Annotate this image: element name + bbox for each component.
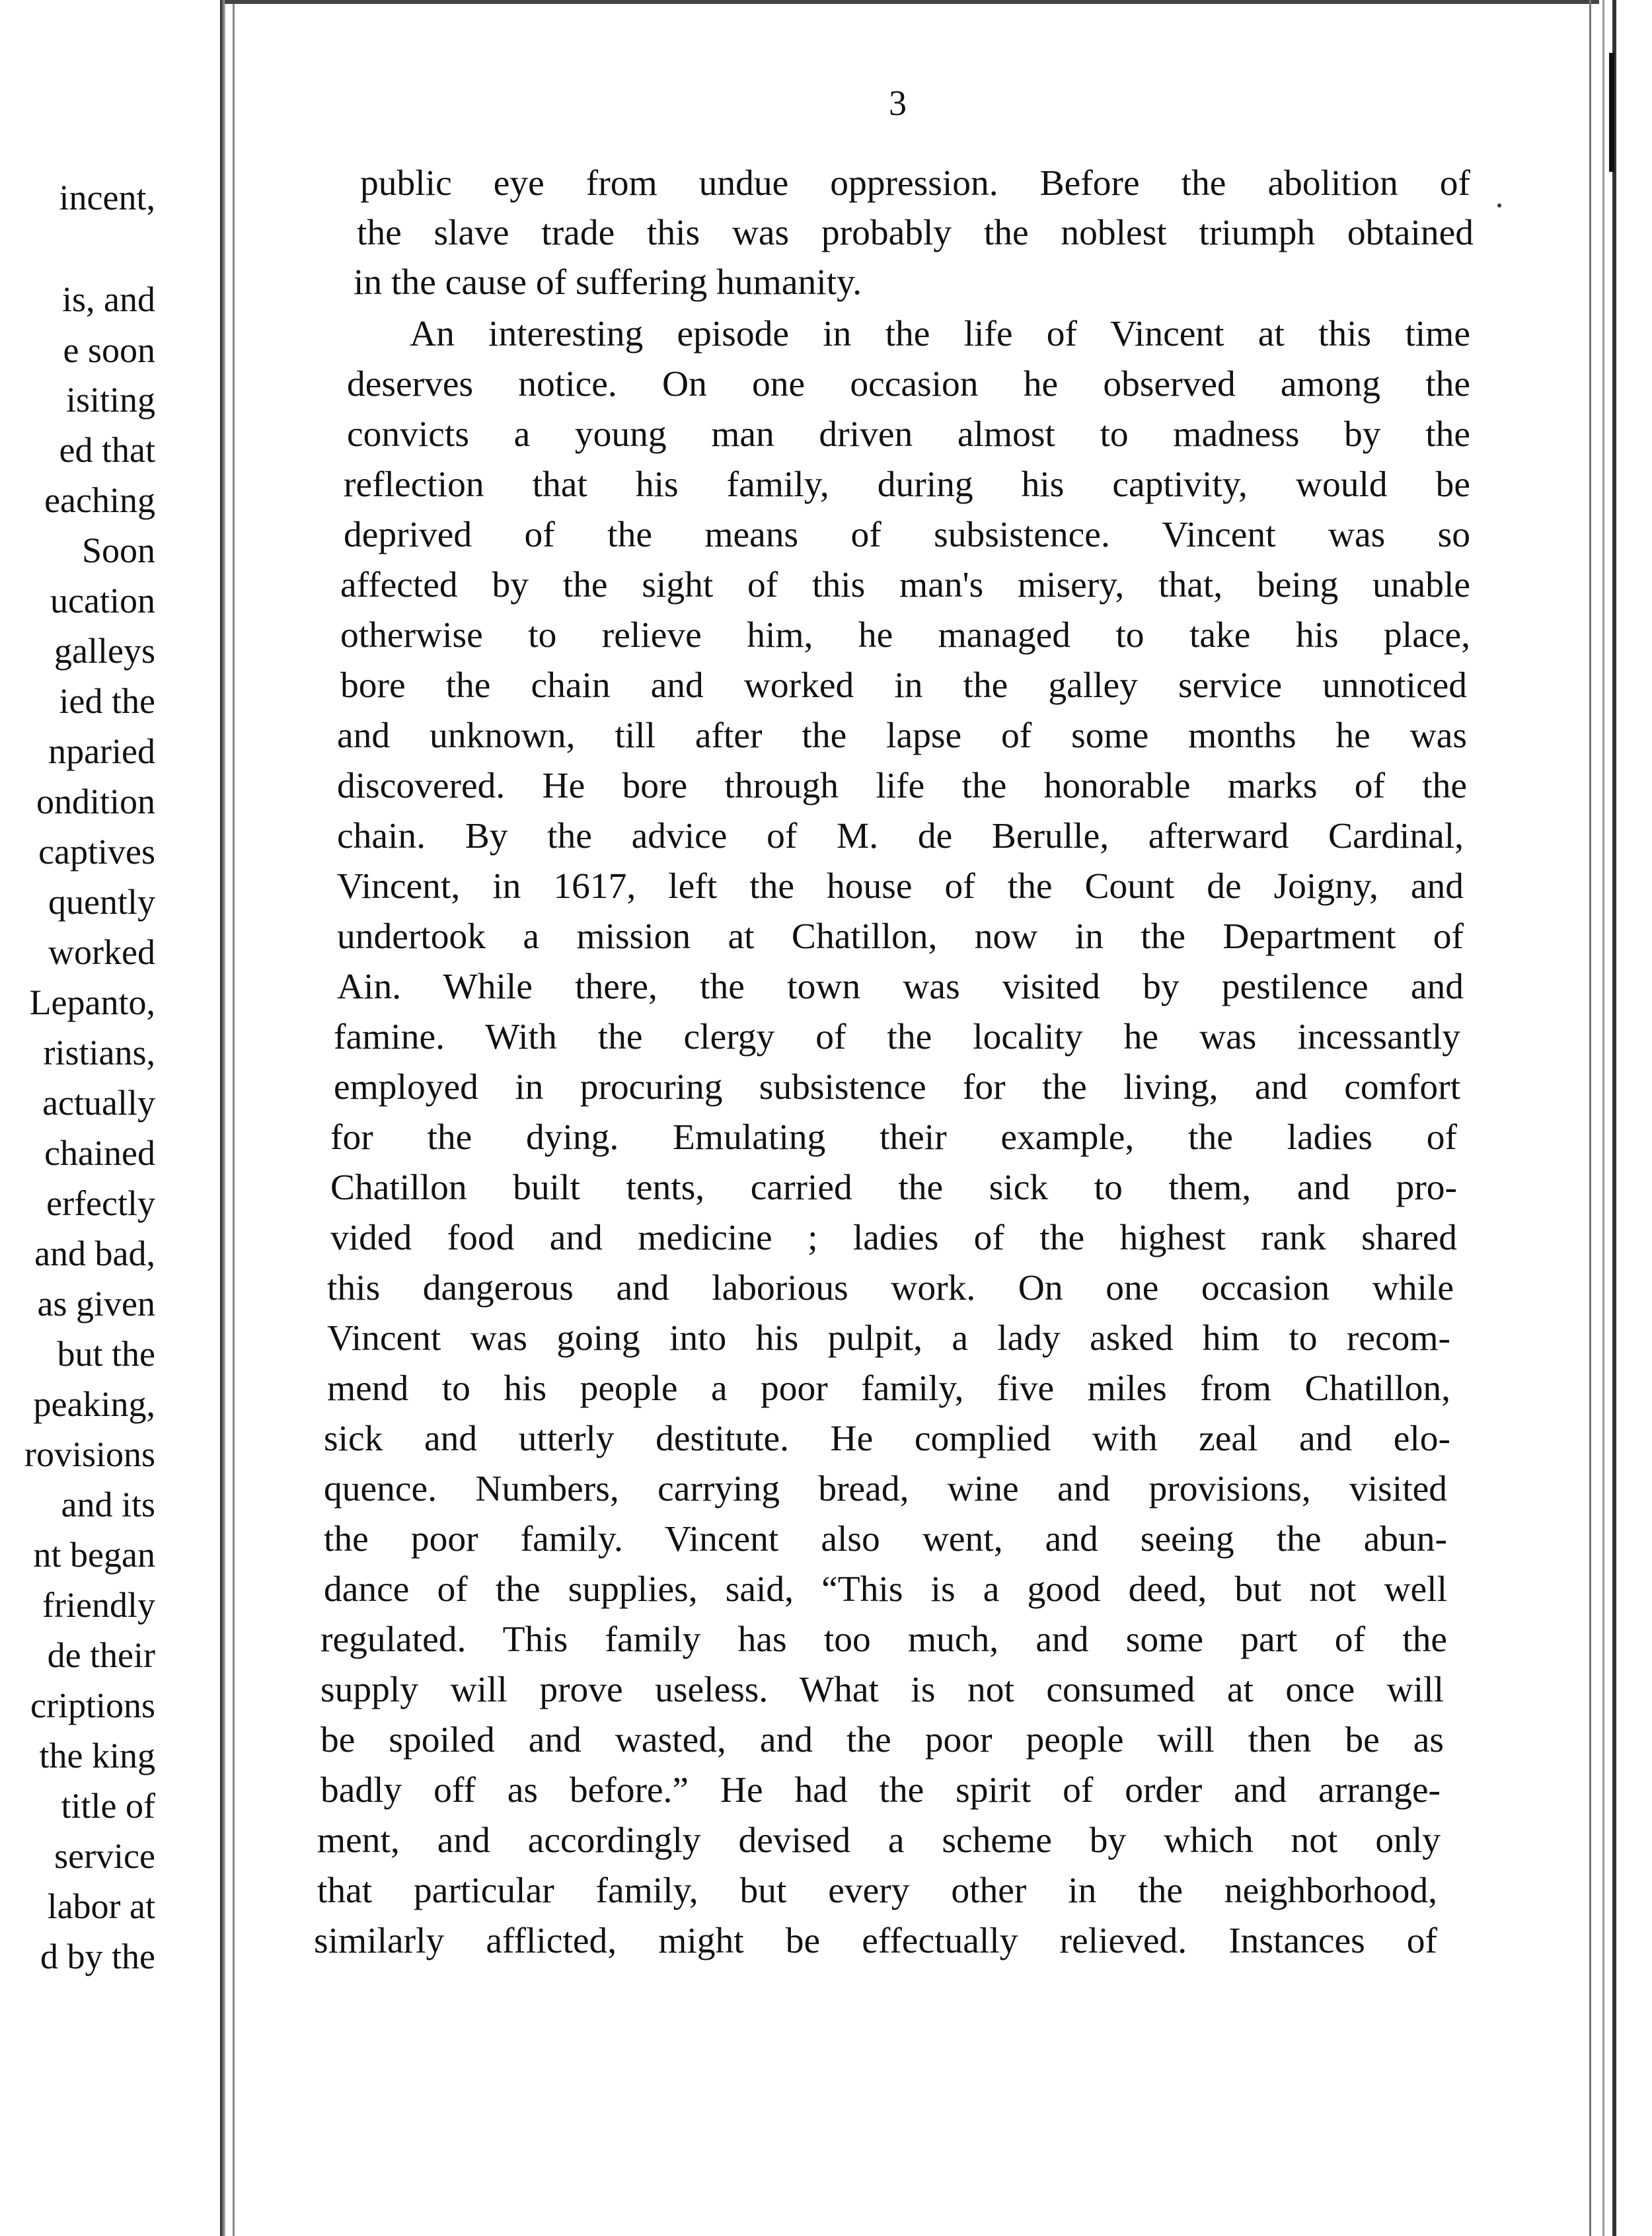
left-page-fragment: erfectly <box>46 1183 155 1223</box>
page-right-edge <box>1589 0 1591 2236</box>
text-line: that particular family, but every other in the neighborhood, <box>317 1871 1437 1911</box>
left-page-fragment: the king <box>39 1736 155 1775</box>
page-right-edge <box>1602 0 1604 2236</box>
left-page-fragment: ristians, <box>43 1033 155 1072</box>
text-line: be spoiled and wasted, and the poor people will then be as <box>320 1720 1444 1760</box>
left-page-fragment: chained <box>44 1133 155 1173</box>
left-page-fragment: is, and <box>62 280 155 319</box>
text-line: quence. Numbers, carrying bread, wine and provisions, visited <box>324 1469 1447 1509</box>
left-page-fragment: but the <box>57 1334 155 1374</box>
scan-edge-mark <box>1609 53 1614 172</box>
text-line: the poor family. Vincent also went, and seeing the abun- <box>324 1519 1447 1559</box>
left-page-fragment: captives <box>38 832 155 872</box>
left-page-fragment: Soon <box>81 531 155 570</box>
left-page-fragment: nparied <box>48 731 155 771</box>
left-page-fragment: and bad, <box>34 1234 155 1273</box>
left-page-fragment: Lepanto, <box>29 983 155 1022</box>
text-line: Vincent was going into his pulpit, a lady asked him to recom- <box>327 1318 1450 1359</box>
left-page-fragment: and its <box>61 1485 155 1524</box>
book-gutter <box>220 0 225 2236</box>
text-line: in the cause of suffering humanity. <box>354 262 862 303</box>
page-number: 3 <box>889 83 907 123</box>
text-line: undertook a mission at Chatillon, now in the Department of <box>337 916 1464 957</box>
left-page-fragment: eaching <box>44 480 155 520</box>
text-line: and unknown, till after the lapse of some months he was <box>337 716 1467 756</box>
left-page-fragment: worked <box>48 932 155 972</box>
text-line: public eye from undue oppression. Before the abolition of <box>360 163 1470 204</box>
left-page-fragment: friendly <box>42 1585 155 1625</box>
left-page-fragment: ied the <box>59 681 155 721</box>
left-page-fragment: quently <box>48 882 155 922</box>
text-line: An interesting episode in the life of Vincent at this time <box>410 314 1470 354</box>
left-page-fragment: de their <box>47 1635 155 1675</box>
text-line: otherwise to relieve him, he managed to take his place, <box>340 615 1470 655</box>
left-page-fragment: nt began <box>33 1535 155 1575</box>
text-line: Ain. While there, the town was visited by pestilence and <box>337 967 1464 1007</box>
text-line: employed in procuring subsistence for the living, and comfort <box>334 1067 1460 1107</box>
text-line: the slave trade this was probably the noblest triumph obtained <box>357 213 1474 253</box>
text-line: famine. With the clergy of the locality he was incessantly <box>334 1017 1460 1057</box>
text-line: regulated. This family has too much, and some part of the <box>320 1620 1447 1660</box>
text-line: for the dying. Emulating their example, the ladies of <box>330 1117 1457 1158</box>
page-right-edge <box>1612 0 1616 2236</box>
left-page-fragment: e soon <box>63 330 155 370</box>
page-edge-line <box>233 0 235 2236</box>
left-page-fragment: ondition <box>36 782 155 821</box>
text-line: Chatillon built tents, carried the sick to them, and pro- <box>330 1168 1457 1208</box>
left-page-fragment: incent, <box>59 178 155 217</box>
text-line: convicts a young man driven almost to madness by the <box>347 414 1470 455</box>
left-facing-page <box>0 0 218 2236</box>
left-page-fragment: title of <box>61 1786 155 1826</box>
text-line: bore the chain and worked in the galley service unnoticed <box>340 665 1467 706</box>
left-page-fragment: as given <box>37 1284 155 1323</box>
text-line: similarly afflicted, might be effectually relieved. Instances of <box>314 1921 1437 1961</box>
text-line: supply will prove useless. What is not consumed at once will <box>320 1670 1444 1710</box>
page-top-edge <box>225 0 1599 4</box>
text-line: badly off as before.” He had the spirit of order and arrange- <box>320 1770 1441 1810</box>
text-line: deprived of the means of subsistence. Vincent was so <box>344 515 1470 555</box>
left-page-fragment: criptions <box>30 1686 155 1725</box>
text-line: sick and utterly destitute. He complied with zeal and elo- <box>324 1419 1450 1459</box>
text-line: chain. By the advice of M. de Berulle, afterward Cardinal, <box>337 816 1464 856</box>
left-page-fragment: actually <box>42 1083 155 1123</box>
left-page-fragment: service <box>54 1836 155 1876</box>
text-line: reflection that his family, during his captivity, would be <box>344 465 1470 505</box>
text-line: this dangerous and laborious work. On one occasion while <box>327 1268 1454 1308</box>
text-line: ment, and accordingly devised a scheme by which not only <box>317 1820 1441 1861</box>
left-page-fragment: ed that <box>59 430 155 470</box>
left-page-fragment: isiting <box>65 380 155 420</box>
text-line: vided food and medicine ; ladies of the highest rank shared <box>330 1218 1457 1258</box>
text-line: dance of the supplies, said, “This is a good deed, but not well <box>324 1569 1447 1610</box>
left-page-fragment: ucation <box>50 581 155 620</box>
left-page-fragment: peaking, <box>33 1384 155 1424</box>
text-line: deserves notice. On one occasion he observed among the <box>347 364 1470 404</box>
left-page-fragment: galleys <box>54 631 155 671</box>
text-line: discovered. He bore through life the honorable marks of the <box>337 766 1467 806</box>
left-page-fragment: d by the <box>40 1937 155 1976</box>
text-line: mend to his people a poor family, five miles from Chatillon, <box>327 1368 1450 1409</box>
ink-speck <box>1497 204 1501 207</box>
text-line: Vincent, in 1617, left the house of the Count de Joigny, and <box>337 866 1464 907</box>
left-page-fragment: labor at <box>47 1886 155 1926</box>
text-line: affected by the sight of this man's misery, that, being unable <box>340 565 1470 605</box>
left-page-fragment: rovisions <box>24 1435 155 1474</box>
